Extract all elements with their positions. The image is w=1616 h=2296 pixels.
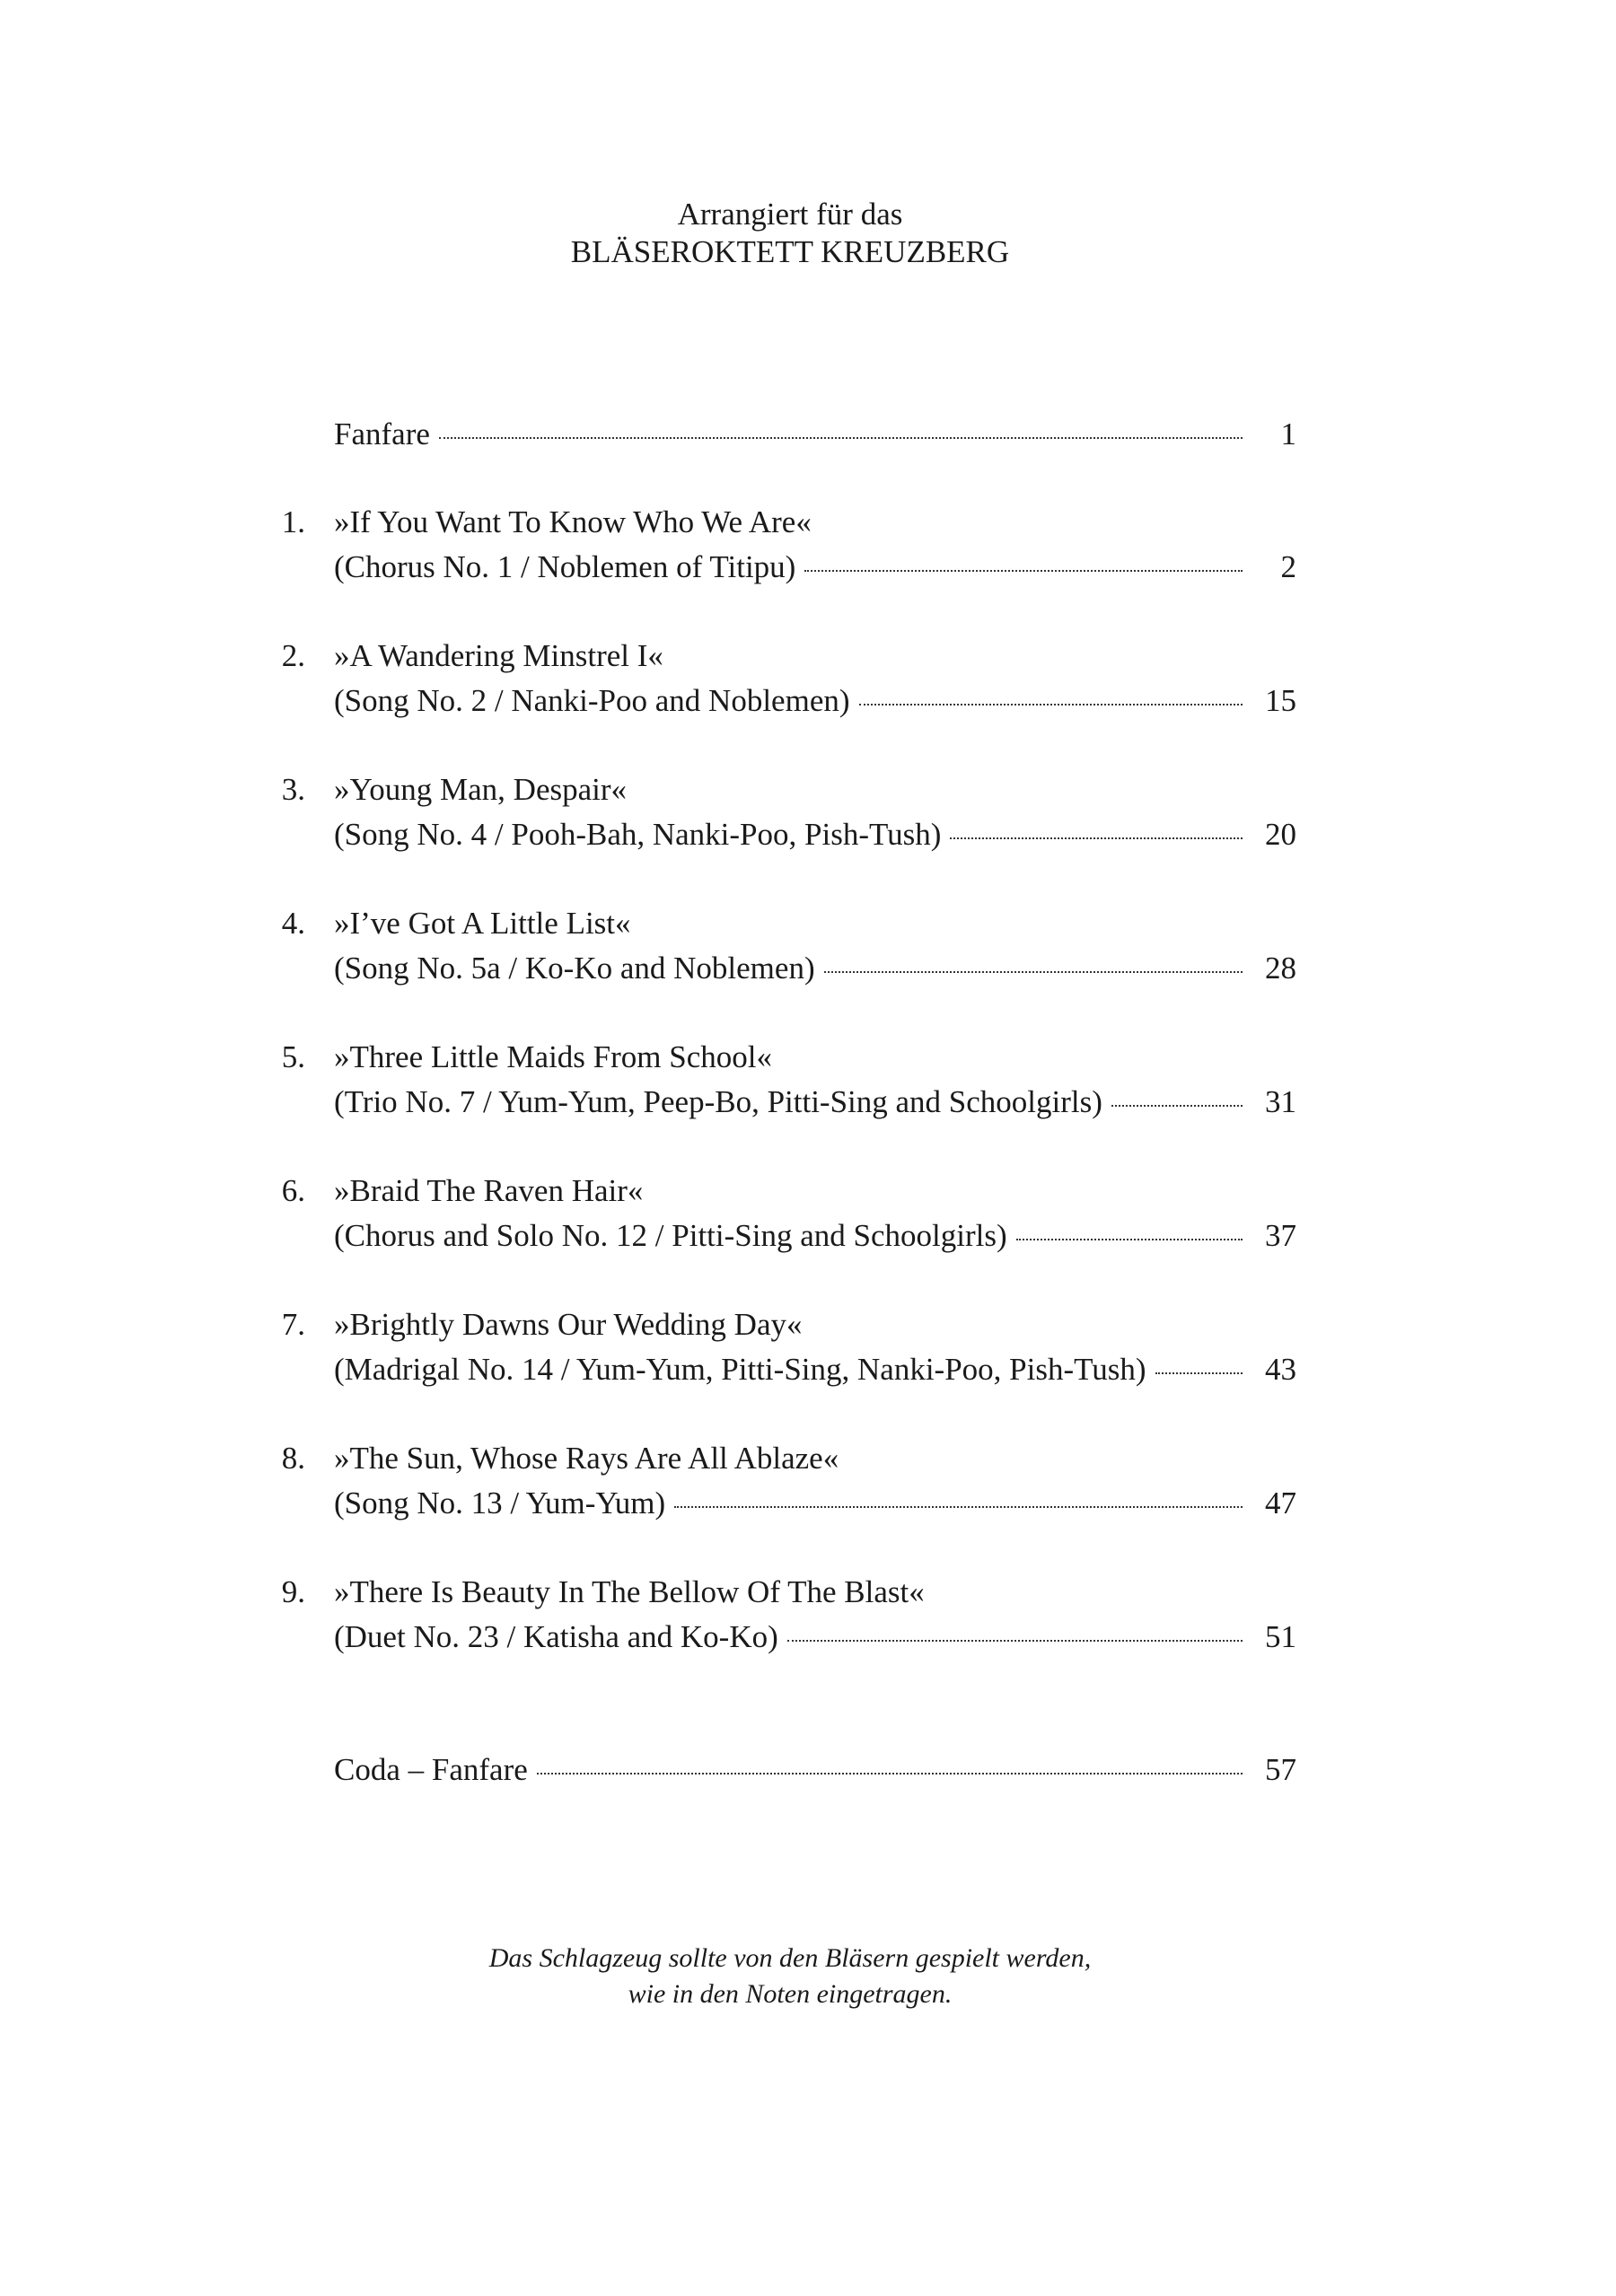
toc-entry-title: »If You Want To Know Who We Are« <box>334 504 812 539</box>
toc-entry-title: »Young Man, Despair« <box>334 772 628 807</box>
dot-leader <box>1016 1238 1243 1240</box>
toc-entry-number: 5. <box>281 1039 305 1074</box>
header-line-1: Arrangiert für das <box>677 197 903 232</box>
toc-entry-page: 37 <box>1265 1218 1296 1253</box>
toc-entry-title: »There Is Beauty In The Bellow Of The Blast« <box>334 1574 925 1609</box>
toc-entry-page: 1 <box>1280 416 1296 451</box>
footer-line-1: Das Schlagzeug sollte von den Bläsern gespielt werden, <box>488 1943 1092 1973</box>
dot-leader <box>537 1772 1243 1775</box>
toc-entry-number: 7. <box>281 1307 305 1342</box>
toc-entry-number: 3. <box>281 772 305 807</box>
toc-leader-line <box>334 1615 1296 1660</box>
dot-leader <box>1111 1104 1243 1107</box>
toc-entry-title: »The Sun, Whose Rays Are All Ablaze« <box>334 1441 839 1476</box>
footer-line-2: wie in den Noten eingetragen. <box>628 1979 953 2009</box>
toc-entry-page: 2 <box>1280 549 1296 584</box>
toc-entry-subtitle: (Chorus and Solo No. 12 / Pitti-Sing and Schoolgirls) <box>334 1218 1007 1253</box>
toc-leader-line <box>334 679 1296 723</box>
toc-entry-number: 8. <box>281 1441 305 1476</box>
toc-entry-title: »Braid The Raven Hair« <box>334 1173 644 1208</box>
toc-entry-number: 2. <box>281 638 305 673</box>
footer-note <box>0 1941 1580 2012</box>
toc-leader-line <box>334 1748 1296 1792</box>
dot-leader <box>824 970 1243 973</box>
toc-entry-number: 6. <box>281 1173 305 1208</box>
toc-entry-page: 15 <box>1265 683 1296 718</box>
toc-entry-subtitle: (Song No. 2 / Nanki-Poo and Noblemen) <box>334 683 850 718</box>
toc-entry-subtitle: (Duet No. 23 / Katisha and Ko-Ko) <box>334 1619 778 1654</box>
dot-leader <box>1155 1371 1243 1374</box>
toc-entry-subtitle: (Chorus No. 1 / Noblemen of Titipu) <box>334 549 796 584</box>
header-line-2: BLÄSEROKTETT KREUZBERG <box>570 234 1010 269</box>
toc-entry-title: »Three Little Maids From School« <box>334 1039 772 1074</box>
toc-entry-subtitle: (Madrigal No. 14 / Yum-Yum, Pitti-Sing, Nanki-Poo, Pish-Tush) <box>334 1352 1146 1387</box>
toc-leader-line <box>334 412 1296 457</box>
toc-leader-line <box>334 545 1296 590</box>
toc-leader-line <box>334 946 1296 991</box>
toc-entry-page: 43 <box>1265 1352 1296 1387</box>
dot-leader <box>804 569 1243 572</box>
dot-leader <box>674 1505 1243 1508</box>
dot-leader <box>950 837 1243 839</box>
dot-leader <box>787 1639 1243 1642</box>
toc-leader-line <box>334 1214 1296 1258</box>
toc-entry-page: 31 <box>1265 1084 1296 1119</box>
toc-entry-subtitle: (Trio No. 7 / Yum-Yum, Peep-Bo, Pitti-Sing and Schoolgirls) <box>334 1084 1102 1119</box>
toc-entry-page: 51 <box>1265 1619 1296 1654</box>
toc-leader-line <box>334 1481 1296 1526</box>
toc-entry-number: 9. <box>281 1574 305 1609</box>
toc-entry-page: 57 <box>1265 1752 1296 1787</box>
toc-entry-page: 20 <box>1265 817 1296 852</box>
toc-leader-line <box>334 1080 1296 1125</box>
toc-entry-subtitle: (Song No. 5a / Ko-Ko and Noblemen) <box>334 951 815 986</box>
toc-entry-title: »A Wandering Minstrel I« <box>334 638 663 673</box>
dot-leader <box>439 436 1243 439</box>
toc-leader-line <box>334 1347 1296 1392</box>
toc-entry-page: 47 <box>1265 1485 1296 1520</box>
toc-entry-title: Fanfare <box>334 416 430 451</box>
toc-entry-title: Coda – Fanfare <box>334 1752 528 1787</box>
toc-entry-number: 4. <box>281 906 305 941</box>
toc-entry-number: 1. <box>281 504 305 539</box>
toc-entry-title: »Brightly Dawns Our Wedding Day« <box>334 1307 803 1342</box>
dot-leader <box>859 703 1243 705</box>
toc-entry-title: »I’ve Got A Little List« <box>334 906 631 941</box>
toc-entry-subtitle: (Song No. 4 / Pooh-Bah, Nanki-Poo, Pish-Tush) <box>334 817 942 852</box>
toc-leader-line <box>334 812 1296 857</box>
toc-entry-subtitle: (Song No. 13 / Yum-Yum) <box>334 1485 666 1520</box>
toc-entry-page: 28 <box>1265 951 1296 986</box>
header <box>0 196 1580 271</box>
